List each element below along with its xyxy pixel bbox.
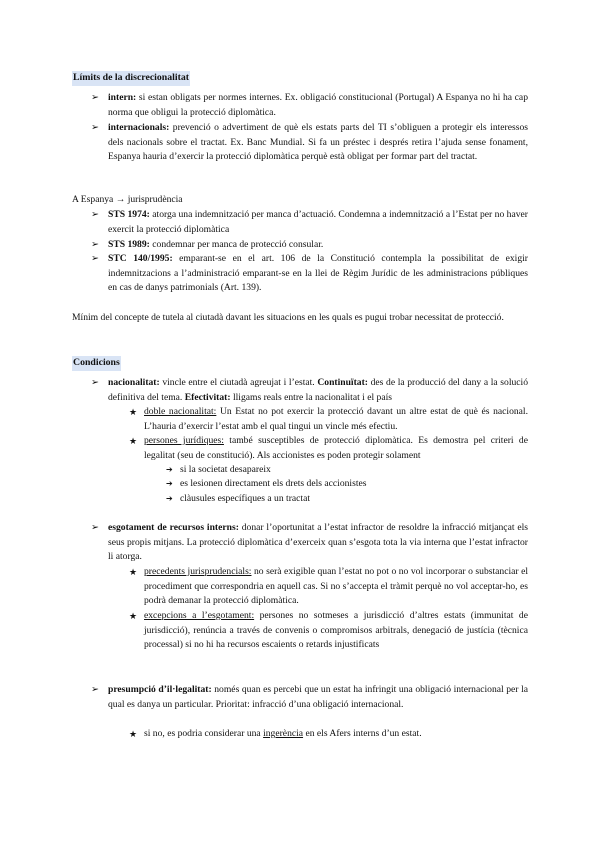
jurisprudence-intro: A Espanya → jurisprudència xyxy=(72,194,183,205)
sub-item-text: no serà exigible quan l’estat no pot o no vol incorporar o substanciar el procediment que correspondria en aquell cas. Si no s’accepta el tràmit perquè no vol acceptar-ho, es podrà demanar la protecció diplomàtica. xyxy=(144,566,529,607)
item-text: atorga una indemnització per manca d’actuació. Condemna a indemnització a l’Estat per no haver exercit la protecció diplomàtica xyxy=(108,209,528,235)
item-term: presumpció d’il·legalitat: xyxy=(108,684,212,695)
item-term: Continuïtat: xyxy=(317,377,368,388)
item-text: prevenció o advertiment de què els estats parts del TI s’obliguen a protegir els interessos dels nacionals sobre el tractat. Ex. Banc Mundial. Si fa un préstec i després retira l’ajuda sense fonament, Espanya hauria d’exercir la protecció diplomàtica perquè està obligat per formar part del tractat. xyxy=(108,122,528,163)
item-text: donar l’oportunitat a l’estat infractor de resoldre la infracció mitjançat els seus propis mitjans. La protecció diplomàtica d’exerceix quan s’esgota tota la via interna que l’estat infractor li atorga. xyxy=(108,522,528,563)
list-item-sts-1989 xyxy=(91,238,528,253)
section-heading-limits: Límits de la discrecionalitat xyxy=(72,71,190,86)
list-item-stc-140-1995 xyxy=(91,252,528,296)
arrow-item-text: es lesionen directament els drets dels accionistes xyxy=(180,478,367,489)
sub-item-text: si no, es podria considerar una xyxy=(144,728,264,739)
item-text: només quan es percebi que un estat ha infringit una obligació internacional per la qual es danya un particular. Prioritat: infracció d’una obligació internacional. xyxy=(108,684,529,710)
arrow-item xyxy=(166,463,528,478)
arrow-bullet-icon: ➢ xyxy=(91,377,100,388)
sub-item-term: precedents jurisprudencials: xyxy=(144,566,252,577)
sub-item-term: excepcions a l’esgotament: xyxy=(144,610,255,621)
item-term: internacionals: xyxy=(108,122,170,133)
small-arrow-icon: ➔ xyxy=(166,465,173,474)
list-item-nationality xyxy=(91,376,528,405)
arrow-bullet-icon: ➢ xyxy=(91,209,100,220)
item-term: STS 1974: xyxy=(108,209,150,220)
item-text: des de la producció del dany a la solució definitiva del tema. xyxy=(108,377,528,403)
sub-item-text: també susceptibles de protecció diplomàtica. Es demostra pel criteri de legalitat (seu de constitució). Als accionistes es poden protegir solament xyxy=(144,435,528,461)
arrow-bullet-icon: ➢ xyxy=(91,522,100,533)
list-item-intern xyxy=(91,91,528,120)
sub-item-text: en els Afers interns d’un estat. xyxy=(303,728,422,739)
sub-item-term: doble nacionalitat: xyxy=(144,406,217,417)
item-term: Efectivitat: xyxy=(184,391,231,403)
list-item-internacionals xyxy=(91,121,528,165)
arrow-bullet-icon: ➢ xyxy=(91,122,100,133)
section-heading-conditions: Condicions xyxy=(72,356,121,371)
minimum-paragraph: Mínim del concepte de tutela al ciutadà davant les situacions en les quals es pugui trobar necessitat de protecció. xyxy=(72,312,504,323)
sub-item-interference xyxy=(129,727,528,742)
list-item-sts-1974 xyxy=(91,208,528,237)
item-text: lligams reals entre la nacionalitat i el país xyxy=(230,391,392,403)
star-bullet-icon: ★ xyxy=(129,611,138,621)
item-text: emparant-se en el art. 106 de la Constitució contempla la possibilitat de exigir indemnitzacions a l’administració emparant-se en la llei de Règim Jurídic de les administracions públiques en cas de danys patrimonials (Art. 139). xyxy=(108,253,528,294)
star-bullet-icon: ★ xyxy=(129,567,138,577)
star-bullet-icon: ★ xyxy=(129,407,138,417)
sub-item-term: ingerència xyxy=(263,728,304,739)
sub-item-legal-persons xyxy=(129,434,528,463)
list-item-illegality xyxy=(91,683,529,712)
item-term: nacionalitat: xyxy=(108,377,160,388)
item-text: condemnar per manca de protecció consular. xyxy=(149,239,324,250)
sub-item-exceptions xyxy=(129,609,528,653)
arrow-item xyxy=(166,492,528,507)
item-term: intern: xyxy=(108,92,137,103)
arrow-item xyxy=(166,477,528,492)
star-bullet-icon: ★ xyxy=(129,436,138,446)
item-text: vincle entre el ciutadà agreujat i l’estat. xyxy=(159,377,318,388)
sub-item-text: Un Estat no pot exercir la protecció davant un altre estat de què és nacional. L’hauria d’exercir l’estat amb el qual tingui un vincle més efectiu. xyxy=(144,406,528,432)
item-term: STS 1989: xyxy=(108,239,150,250)
small-arrow-icon: ➔ xyxy=(166,479,173,488)
arrow-item-text: si la societat desapareix xyxy=(180,464,271,475)
arrow-bullet-icon: ➢ xyxy=(91,684,100,695)
arrow-bullet-icon: ➢ xyxy=(91,239,100,250)
arrow-bullet-icon: ➢ xyxy=(91,92,100,103)
item-term: STC 140/1995: xyxy=(108,253,173,264)
sub-item-double-nationality xyxy=(129,405,528,434)
arrow-bullet-icon: ➢ xyxy=(91,253,100,264)
list-item-exhaustion xyxy=(91,521,528,565)
sub-item-text: persones no sotmeses a jurisdicció d’altres estats (immunitat de jurisdicció), renúncia a través de convenis o compromisos arbitrals, denegació de justícia (tècnica processal) si no hi ha recursos escaients o retards injustificats xyxy=(144,610,528,651)
item-term: esgotament de recursos interns: xyxy=(108,522,239,533)
star-bullet-icon: ★ xyxy=(129,729,138,739)
sub-item-term: persones jurídiques: xyxy=(144,435,224,446)
small-arrow-icon: ➔ xyxy=(166,494,173,503)
arrow-item-text: clàusules específiques a un tractat xyxy=(180,493,310,504)
sub-item-precedents xyxy=(129,565,529,609)
item-text: si estan obligats per normes internes. Ex. obligació constitucional (Portugal) A Espanya no hi ha cap norma que obligui la protecció diplomàtica. xyxy=(108,92,528,118)
